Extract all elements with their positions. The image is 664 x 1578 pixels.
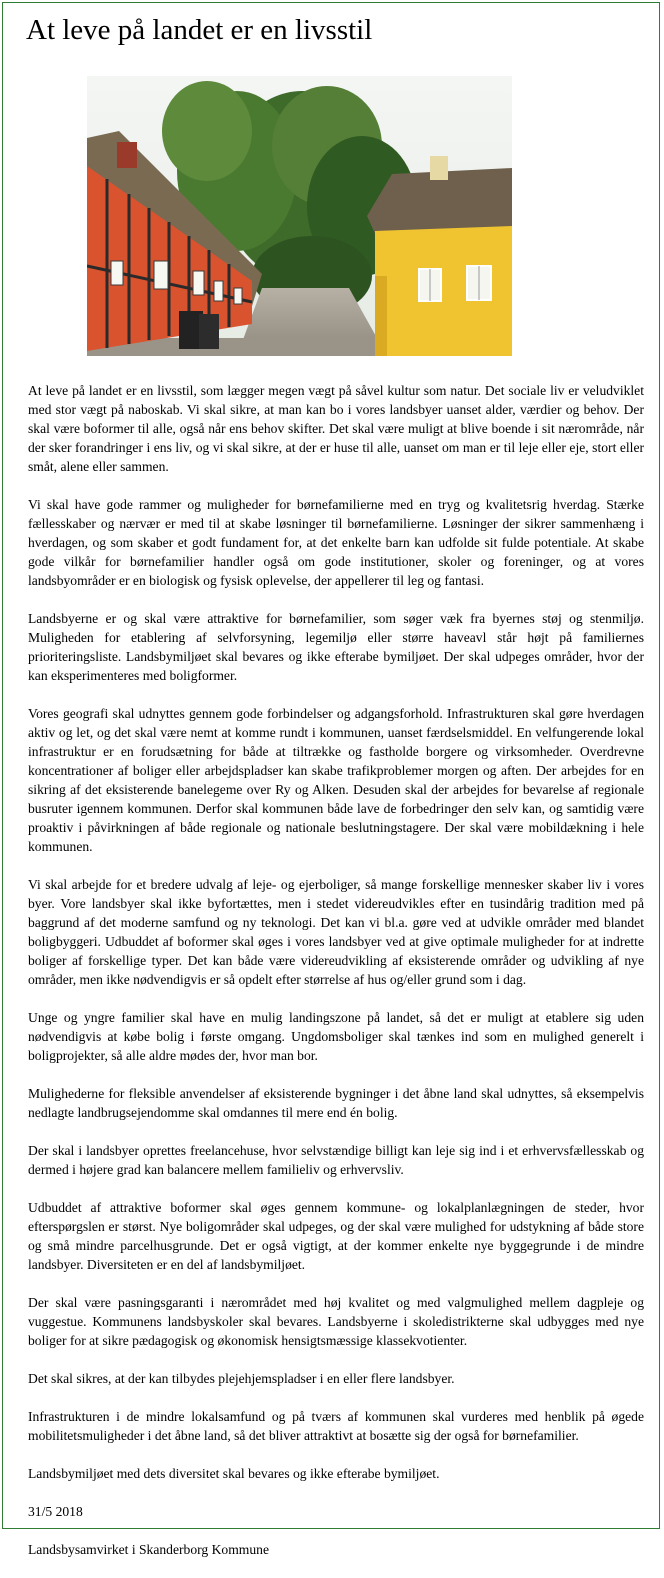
paragraph: Landsbyerne er og skal være attraktive for børnefamilier, som søger væk fra byernes støj og stenmiljø. Muligheden for etablering af selvforsyning, legemiljø eller større haveavl står højt på familiernes prioriteringsliste. Landsbymiljøet skal bevares og ikke efterabe bymiljøet. Der skal udpeges områder, hvor der kan eksperimenteres med boligformer.: [28, 611, 644, 683]
signature-organization: Landsbysamvirket i Skanderborg Kommune: [28, 1542, 269, 1557]
paragraph: At leve på landet er en livsstil, som lægger megen vægt på såvel kultur som natur. Det sociale liv er veludviklet med stor vægt på naboskab. Vi skal sikre, at man kan bo i vores landsbyer uanset alder, værdier og behov. Der skal være boformer til alle, også når ens behov skifter. Det skal være muligt at blive boende i sit nærområde, når der sker forandringer i ens liv, og vi skal sikre, at der er huse til alle, uanset om man er til leje eller eje, stort eller småt, alene eller sammen.: [28, 383, 644, 474]
paragraph: Der skal være pasningsgaranti i nærområdet med høj kvalitet og med valgmulighed mellem dagpleje og vuggestue. Kommunens landsbyskoler skal bevares. Landsbyerne i skoledistrikterne skal udbygges med nye boliger for at sikre pædagogisk og økonomisk hensigtsmæssige klassekvotienter.: [28, 1295, 644, 1348]
paragraph: Der skal i landsbyer oprettes freelancehuse, hvor selvstændige billigt kan leje sig ind i et erhvervsfællesskab og dermed i højere grad kan balancere mellem familieliv og erhvervsliv.: [28, 1143, 644, 1177]
page-frame: [2, 2, 660, 1557]
paragraph: Infrastrukturen i de mindre lokalsamfund og på tværs af kommunen skal vurderes med henblik på øgede mobilitetsmuligheder i det åbne land, så det bliver attraktivt at bosætte sig der også for børnefamilier.: [28, 1409, 644, 1443]
article-body: [28, 381, 644, 1578]
page-title: At leve på landet er en livsstil: [26, 14, 373, 46]
paragraph: Vi skal arbejde for et bredere udvalg af leje- og ejerboliger, så mange forskellige mennesker skaber liv i vores byer. Vore landsbyer skal ikke byfortættes, men i stedet videreudvikles efter en tusindårig tradition med på baggrund af det moderne samfund og ny teknologi. Det kan vi bl.a. gøre ved at udvikle områder med blandet boligbyggeri. Udbuddet af boformer skal øges i vores landsbyer ved at give optimale muligheder for at indrette boliger af forskellige typer. Det kan både være videreudvikling af eksisterende områder og udvikling af nye områder, men ikke nødvendigvis er så opdelt efter størrelse af hus og/eller grund som i dag.: [28, 877, 644, 987]
paragraph: Unge og yngre familier skal have en mulig landingszone på landet, så det er muligt at etablere sig uden nødvendigvis at købe bolig i første omgang. Ungdomsboliger skal tænkes ind som en mulighed generelt i boligprojekter, så alle aldre mødes der, hvor man bor.: [28, 1010, 644, 1063]
paragraph: Udbuddet af attraktive boformer skal øges gennem kommune- og lokalplanlægningen de steder, hvor efterspørgslen er størst. Nye boligområder skal udpeges, og der skal være mulighed for udstykning af både store og små mindre parcelhusgrunde. Det er også vigtigt, at der kommer enkelte nye byggegrunde i de mindre landsbyer. Diversiteten er en del af landsbymiljøet.: [28, 1200, 644, 1272]
paragraph: Vi skal have gode rammer og muligheder for børnefamilierne med en tryg og kvalitetsrig hverdag. Stærke fællesskaber og nærvær er med til at skabe løsninger til børnefamilierne. Løsninger der sikrer sammenhæng i hverdagen, og som skaber et godt fundament for, at det enkelte barn kan udfolde sit fulde potentiale. At skabe gode vilkår for børnefamilier handler også om gode institutioner, skoler og foreninger, og at vores landsbyområder er en biologisk og fysisk oplevelse, der appellerer til leg og fantasi.: [28, 497, 644, 588]
paragraph: Landsbymiljøet med dets diversitet skal bevares og ikke efterabe bymiljøet.: [28, 1466, 440, 1481]
village-photo: [87, 76, 512, 356]
paragraph: Vores geografi skal udnyttes gennem gode forbindelser og adgangsforhold. Infrastrukturen skal gøre hverdagen aktiv og let, og det skal være nemt at komme rundt i kommunen, uanset færdselsmiddel. En velfungerende lokal infrastruktur er en forudsætning for både at tiltrække og fastholde borgere og virksomheder. Overdrevne koncentrationer af boliger eller arbejdspladser kan skabe trafikproblemer morgen og aften. Der arbejdes for en sikring af det eksisterende banelegeme over Ry og Alken. Desuden skal der arbejdes for bevarelse af regionale busruter igennem kommunen. Derfor skal kommunen både lave de forbedringer den selv kan, og samtidig være proaktiv i påvirkningen af både regionale og nationale beslutningstagere. Der skal være mobildækning i hele kommunen.: [28, 706, 644, 854]
signature-date: 31/5 2018: [28, 1504, 83, 1519]
paragraph: Det skal sikres, at der kan tilbydes plejehjemspladser i en eller flere landsbyer.: [28, 1371, 455, 1386]
paragraph: Mulighederne for fleksible anvendelser af eksisterende bygninger i det åbne land skal udnyttes, så eksempelvis nedlagte landbrugsejendomme skal omdannes til mere end én bolig.: [28, 1086, 644, 1120]
